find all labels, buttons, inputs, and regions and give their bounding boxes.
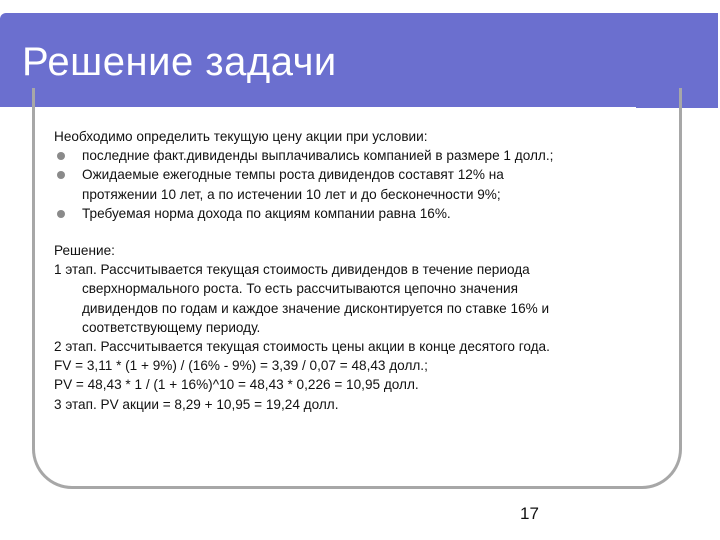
step-1-line: дивидендов по годам и каждое значение дисконтируется по ставке 16% и: [82, 300, 550, 316]
condition-item: [54, 165, 684, 203]
title-bar-notch: [678, 13, 718, 108]
condition-item: [54, 146, 684, 165]
condition-line: протяжении 10 лет, а по истечении 10 лет и до бесконечности 9%;: [82, 186, 501, 202]
step-2-line: 2 этап. Рассчитывается текущая стоимость цены акции в конце десятого года.: [54, 339, 550, 355]
spacer: [54, 223, 684, 241]
step-3-line: 3 этап. PV акции = 8,29 + 10,95 = 19,24 долл.: [54, 396, 339, 412]
step-1-line: сверхнормального роста. То есть рассчитываются цепочно значения: [82, 281, 518, 297]
condition-item: [54, 204, 684, 223]
condition-line: последние факт.дивиденды выплачивались компанией в размере 1 долл.;: [82, 148, 554, 164]
step-1-line: 1 этап. Рассчитывается текущая стоимость дивидендов в течение периода: [54, 262, 530, 278]
bullet-dot-icon: [57, 171, 65, 179]
solution-heading: Решение:: [54, 243, 115, 259]
condition-line: Требуемая норма дохода по акциям компании равна 16%.: [82, 205, 451, 221]
intro-text: Необходимо определить текущую цену акции при условии:: [54, 129, 428, 144]
page-number: 17: [520, 504, 539, 523]
condition-line: Ожидаемые ежегодные темпы роста дивидендов составят 12% на: [82, 167, 504, 183]
step-1-line: соответствующему периоду.: [82, 319, 261, 335]
bullet-dot-icon: [57, 210, 65, 218]
pv-formula: PV = 48,43 * 1 / (1 + 16%)^10 = 48,43 * 0,226 = 10,95 долл.: [54, 377, 419, 393]
bullet-dot-icon: [57, 152, 65, 160]
fv-formula: FV = 3,11 * (1 + 9%) / (16% - 9%) = 3,39 / 0,07 = 48,43 долл.;: [54, 358, 428, 374]
slide-title: Решение задачи: [22, 40, 337, 84]
slide-body: [54, 127, 684, 414]
